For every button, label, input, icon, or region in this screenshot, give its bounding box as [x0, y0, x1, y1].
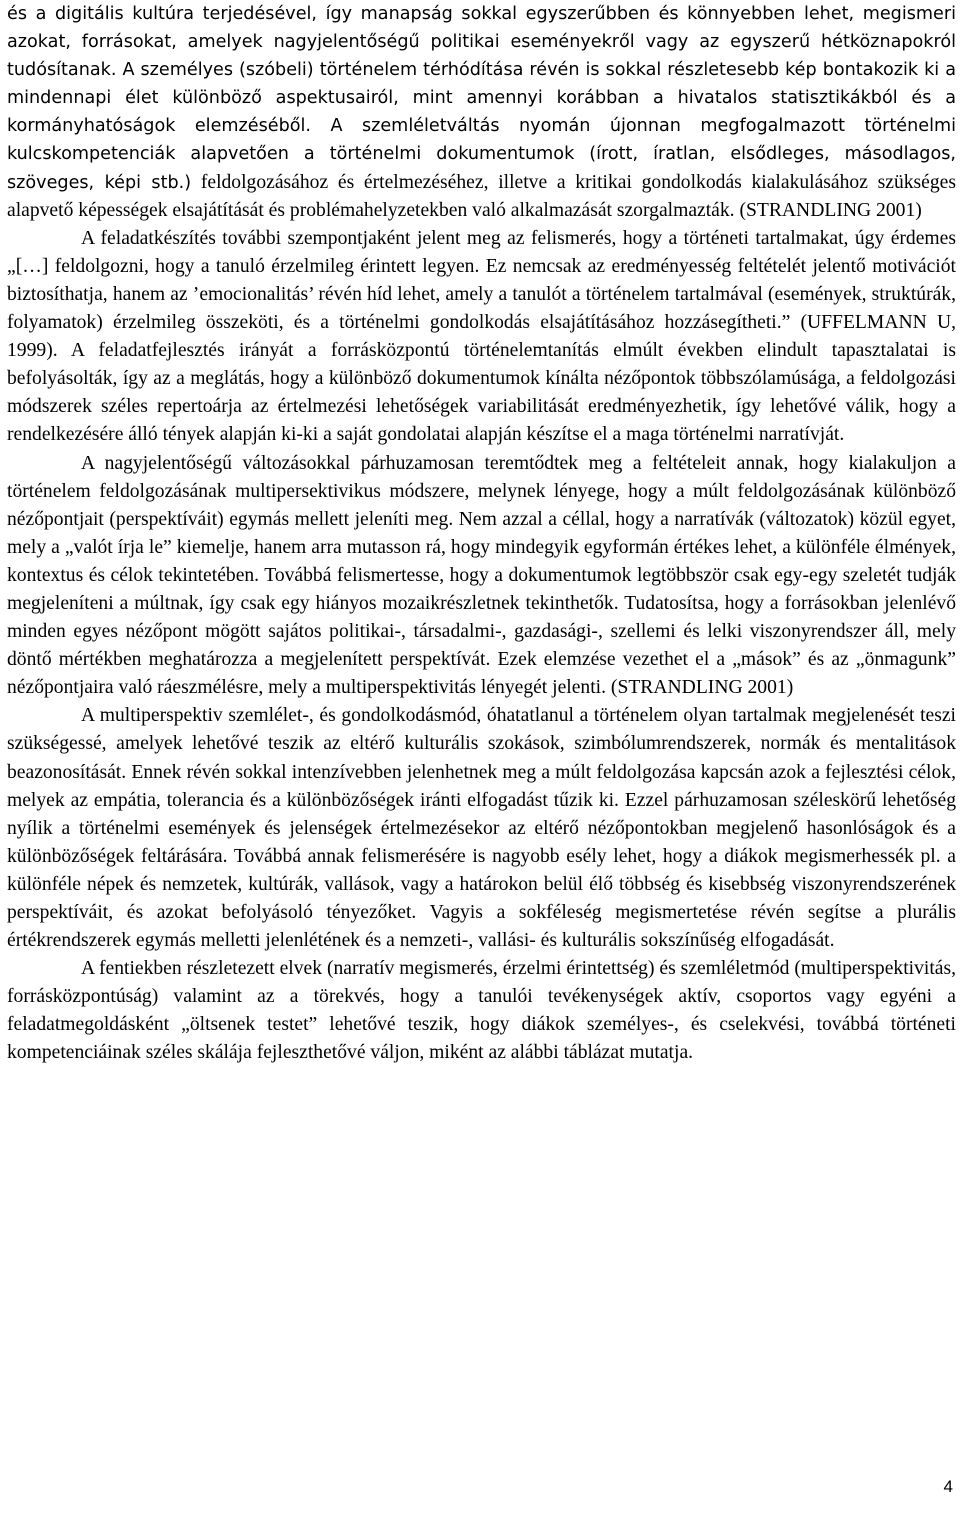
paragraph-1: [7, 0, 956, 225]
page-number: 4: [943, 1477, 953, 1496]
paragraph-1-serif-part: feldolgozásához és értelmezéséhez, illetve a kritikai gondolkodás kialakulásához szükséges alapvető képességek elsajátítását és problémahelyzetekben való alkalmazását szorgalmazták. (STRANDLING 2001): [7, 171, 956, 221]
paragraph-2: A feladatkészítés további szempontjaként jelent meg az felismerés, hogy a történeti tartalmakat, úgy érdemes „[…] feldolgozni, hogy a tanuló érzelmileg érintett legyen. Ez nemcsak az eredményesség feltételét jelentő motivációt biztosíthatja, hanem az ’emocionalitás’ révén híd lehet, amely a tanulót a történelem tartalmával (események, struktúrák, folyamatok) érzelmileg összeköti, és a történelmi gondolkodás elsajátításához hozzásegítheti.” (UFFELMANN U, 1999). A feladatfejlesztés irányát a forrásközpontú történelemtanítás elmúlt években elindult tapasztalatai is befolyásolták, így az a meglátás, hogy a különböző dokumentumok kínálta nézőpontok többszólamúsága, a feldolgozási módszerek széles repertoárja az értelmezési lehetőségek variabilitását eredményezhetik, így lehetővé válik, hogy a rendelkezésére álló tények alapján ki-ki a saját gondolatai alapján készítse el a maga történelmi narratívját.: [7, 227, 956, 446]
paragraph-3: A nagyjelentőségű változásokkal párhuzamosan teremtődtek meg a feltételeit annak, hogy kialakuljon a történelem feldolgozásának multipersektivikus módszere, melynek lényege, hogy a múlt feldolgozásának különböző nézőpontjait (perspektíváit) egymás mellett jeleníti meg. Nem azzal a céllal, hogy a narratívák (változatok) közül egyet, mely a „valót írja le” kiemelje, hanem arra mutasson rá, hogy mindegyik egyformán értékes lehet, a különféle élmények, kontextus és célok tekintetében. Továbbá felismertesse, hogy a dokumentumok legtöbbször csak egy-egy szeletét tudják megjeleníteni a múltnak, így csak egy hiányos mozaikrészletnek tekinthetők. Tudatosítsa, hogy a forrásokban jelenlévő minden egyes nézőpont mögött sajátos politikai-, társadalmi-, gazdasági-, szellemi és lelki viszonyrendszer áll, mely döntő mértékben meghatározza a megjelenített perspektívát. Ezek elemzése vezethet el a „mások” és az „önmagunk” nézőpontjaira való ráeszmélésre, mely a multiperspektivitás lényegét jelenti. (STRANDLING 2001): [7, 452, 956, 699]
paragraph-1-sans-part: és a digitális kultúra terjedésével, így manapság sokkal egyszerűbben és könnyebben lehet, megismeri azokat, forrásokat, amelyek nagyjelentőségű politikai eseményekről vagy az egyszerű hétköznapokról tudósítanak.: [7, 4, 956, 81]
paragraph-5: A fentiekben részletezett elvek (narratív megismerés, érzelmi érintettség) és szemléletmód (multiperspektivitás, forrásközpontúság) valamint az a törekvés, hogy a tanulói tevékenységek aktív, csoportos vagy egyéni a feladatmegoldásként „öltsenek testet” lehetővé teszik, hogy diákok személyes-, és cselekvési, továbbá történeti kompetenciáinak széles skálája fejleszthetővé váljon, miként az alábbi táblázat mutatja.: [7, 958, 956, 1064]
paragraph-4: A multiperspektiv szemlélet-, és gondolkodásmód, óhatatlanul a történelem olyan tartalmak megjelenését teszi szükségessé, amelyek lehetővé teszik az eltérő kulturális szokások, szimbólumrendszerek, normák és mentalitások beazonosítását. Ennek révén sokkal intenzívebben jelenhetnek meg a múlt feldolgozása kapcsán azok a fejlesztési célok, melyek az empátia, tolerancia és a különbözőségek iránti elfogadást tűzik ki. Ezzel párhuzamosan széleskörű lehetőség nyílik a történelmi események és jelenségek értelmezésekor az eltérő nézőpontokban megjelenő hasonlóságok és a különbözőségek feltárására. Továbbá annak felismerésére is nagyobb esély lehet, hogy a diákok megismerhessék pl. a különféle népek és nemzetek, kultúrák, vallások, vagy a határokon belül élő többség és kisebbség viszonyrendszerének perspektíváit, és azokat befolyásoló tényezőket. Vagyis a sokféleség megismertetése révén segítse a plurális értékrendszerek egymás melletti jelenlétének és a nemzeti-, vallási- és kulturális sokszínűség elfogadását.: [7, 705, 956, 952]
paragraph-1-sans-part-2: A személyes (szóbeli) történelem térhódítása révén is sokkal részletesebb kép bontakozik ki a mindennapi élet különböző aspektusairól, mint amennyi korábban a hivatalos statisztikákból és a kormányhatóságok elemzéséből. A szemléletváltás nyomán újonnan megfogalmazott történelmi kulcskompetenciák alapvetően a történelmi dokumentumok (írott, íratlan, elsődleges, másodlagos, szöveges, képi stb.): [7, 60, 956, 193]
body-text: [7, 0, 956, 1068]
